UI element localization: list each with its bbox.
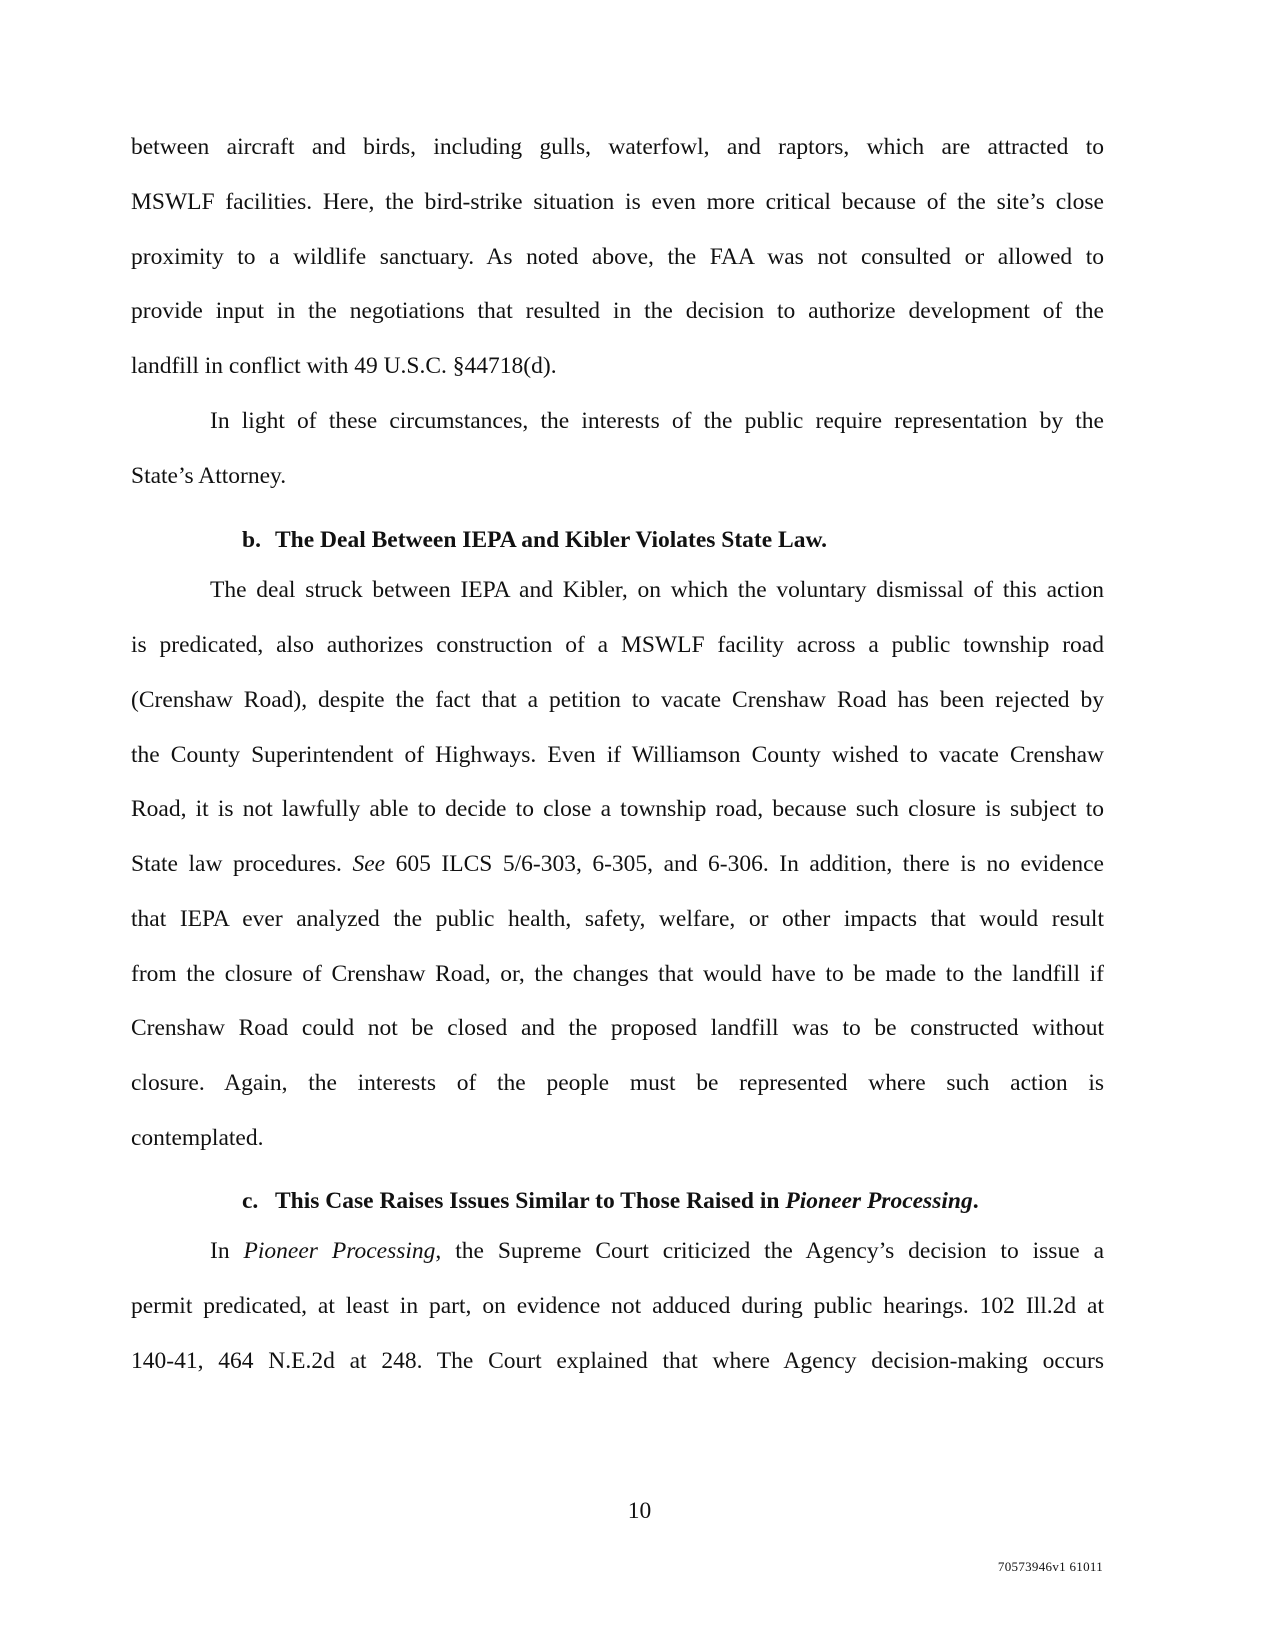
see-signal: See (352, 851, 386, 877)
para4-line-3: 140-41, 464 N.E.2d at 248. The Court explained that where Agency decision-making occurs (131, 1348, 1104, 1374)
para3-line-2: is predicated, also authorizes construction of a MSWLF facility across a public township road (131, 632, 1104, 658)
para3-line-5: Road, it is not lawfully able to decide to close a township road, because such closure is subject to (131, 796, 1104, 822)
para1-line-2: MSWLF facilities. Here, the bird-strike situation is even more critical because of the site’s close (131, 189, 1104, 215)
para3-line-6-post: 605 ILCS 5/6-303, 6-305, and 6-306. In addition, there is no evidence (385, 851, 1104, 877)
heading-c-text-post: . (972, 1188, 979, 1214)
para1-line-5: landfill in conflict with 49 U.S.C. §44718(d). (131, 353, 557, 379)
para3-line-6 (131, 849, 1104, 879)
para4-case-name: Pioneer Processing (243, 1238, 436, 1264)
para1-line-4: provide input in the negotiations that resulted in the decision to authorize development of the (131, 298, 1104, 324)
para3-line-3: (Crenshaw Road), despite the fact that a petition to vacate Crenshaw Road has been rejected by (131, 687, 1104, 713)
para3-line-11: contemplated. (131, 1125, 264, 1151)
section-heading-b (242, 525, 827, 555)
para3-line-1: The deal struck between IEPA and Kibler, on which the voluntary dismissal of this action (210, 577, 1104, 603)
para1-line-1: between aircraft and birds, including gulls, waterfowl, and raptors, which are attracted to (131, 134, 1104, 160)
para3-line-7: that IEPA ever analyzed the public health, safety, welfare, or other impacts that would result (131, 906, 1104, 932)
heading-c-label: c. (242, 1188, 259, 1214)
heading-c-case-name: Pioneer Processing (785, 1188, 973, 1214)
para3-line-10: closure. Again, the interests of the people must be represented where such action is (131, 1070, 1104, 1096)
heading-c-text-pre: This Case Raises Issues Similar to Those Raised in (275, 1188, 786, 1214)
heading-b-label: b. (242, 527, 261, 553)
para2-line-1: In light of these circumstances, the interests of the public require representation by the (210, 408, 1104, 434)
para4-line-2: permit predicated, at least in part, on evidence not adduced during public hearings. 102 Ill.2d at (131, 1293, 1104, 1319)
para3-line-4: the County Superintendent of Highways. Even if Williamson County wished to vacate Crenshaw (131, 742, 1104, 768)
para4-line-1 (210, 1236, 1104, 1266)
document-id: 70573946v1 61011 (997, 1559, 1103, 1574)
para4-line-1-post: , the Supreme Court criticized the Agency’s decision to issue a (435, 1238, 1104, 1264)
para3-line-8: from the closure of Crenshaw Road, or, the changes that would have to be made to the landfill if (131, 961, 1104, 987)
page-number: 10 (627, 1498, 652, 1524)
para1-line-3: proximity to a wildlife sanctuary. As noted above, the FAA was not consulted or allowed to (131, 244, 1104, 270)
para3-line-6-pre: State law procedures. (131, 851, 353, 877)
para3-line-9: Crenshaw Road could not be closed and the proposed landfill was to be constructed without (131, 1015, 1104, 1041)
para4-line-1-pre: In (210, 1238, 244, 1264)
para2-line-2: State’s Attorney. (131, 463, 287, 489)
heading-b-text: The Deal Between IEPA and Kibler Violates State Law. (275, 527, 828, 553)
section-heading-c (242, 1186, 979, 1216)
